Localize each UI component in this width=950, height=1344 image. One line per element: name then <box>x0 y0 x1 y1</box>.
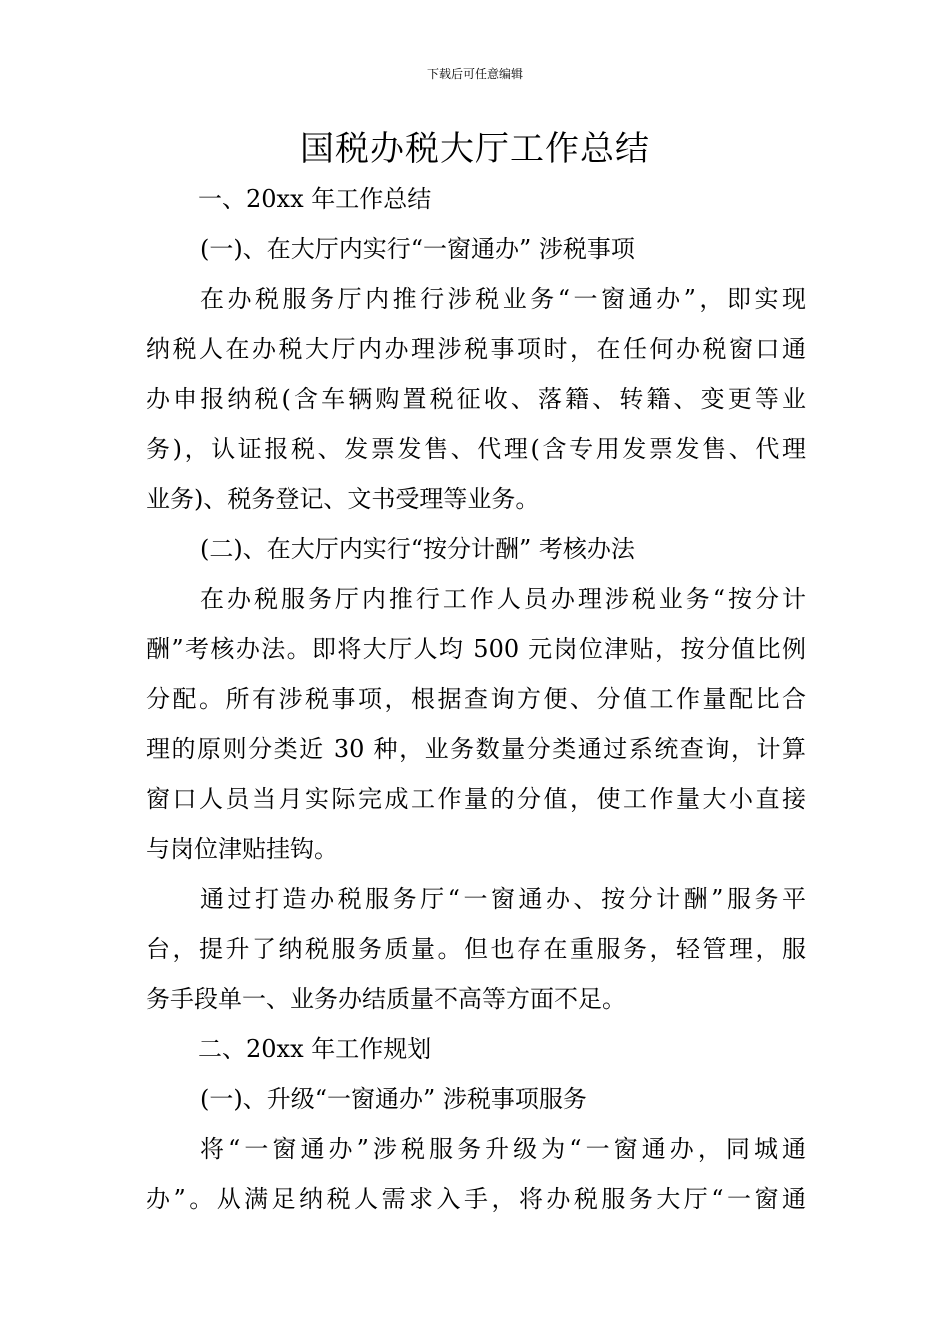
document-title: 国税办税大厅工作总结 <box>300 129 650 169</box>
subsection-heading-1-2: (二)、在大厅内实行“按分计酬” 考核办法 <box>200 535 635 563</box>
paragraph-line: 业务)、税务登记、文书受理等业务。 <box>146 485 540 513</box>
paragraph-line: 纳税人在办税大厅内办理涉税事项时，在任何办税窗口通 <box>146 335 806 363</box>
subsection-heading-1-1: (一)、在大厅内实行“一窗通办” 涉税事项 <box>200 235 635 263</box>
paragraph-line: 办申报纳税(含车辆购置税征收、落籍、转籍、变更等业 <box>146 385 806 413</box>
document-body <box>146 174 806 1224</box>
paragraph-line: 办”。从满足纳税人需求入手，将办税服务大厅“一窗通 <box>146 1185 806 1213</box>
paragraph-line: 理的原则分类近 30 种，业务数量分类通过系统查询，计算 <box>146 735 806 763</box>
paragraph-line: 窗口人员当月实际完成工作量的分值，使工作量大小直接 <box>146 785 806 813</box>
paragraph-line: 务手段单一、业务办结质量不高等方面不足。 <box>146 985 626 1013</box>
section-heading-1: 一、20xx 年工作总结 <box>198 185 432 213</box>
paragraph-line: 通过打造办税服务厅“一窗通办、按分计酬”服务平 <box>200 885 806 913</box>
paragraph-line: 将“一窗通办”涉税服务升级为“一窗通办，同城通 <box>200 1135 806 1163</box>
paragraph-line: 台，提升了纳税服务质量。但也存在重服务，轻管理，服 <box>146 935 806 963</box>
paragraph-line: 分配。所有涉税事项，根据查询方便、分值工作量配比合 <box>146 685 806 713</box>
paragraph-line: 在办税服务厅内推行工作人员办理涉税业务“按分计 <box>200 585 806 613</box>
paragraph-line: 在办税服务厅内推行涉税业务“一窗通办”，即实现 <box>200 285 806 313</box>
paragraph-line: 务)，认证报税、发票发售、代理(含专用发票发售、代理 <box>146 435 806 463</box>
page-header-note: 下载后可任意编辑 <box>426 67 523 81</box>
paragraph-line: 酬”考核办法。即将大厅人均 500 元岗位津贴，按分值比例 <box>146 635 806 663</box>
paragraph-line: 与岗位津贴挂钩。 <box>146 835 338 863</box>
subsection-heading-2-1: (一)、升级“一窗通办” 涉税事项服务 <box>200 1085 587 1113</box>
section-heading-2: 二、20xx 年工作规划 <box>198 1035 432 1063</box>
